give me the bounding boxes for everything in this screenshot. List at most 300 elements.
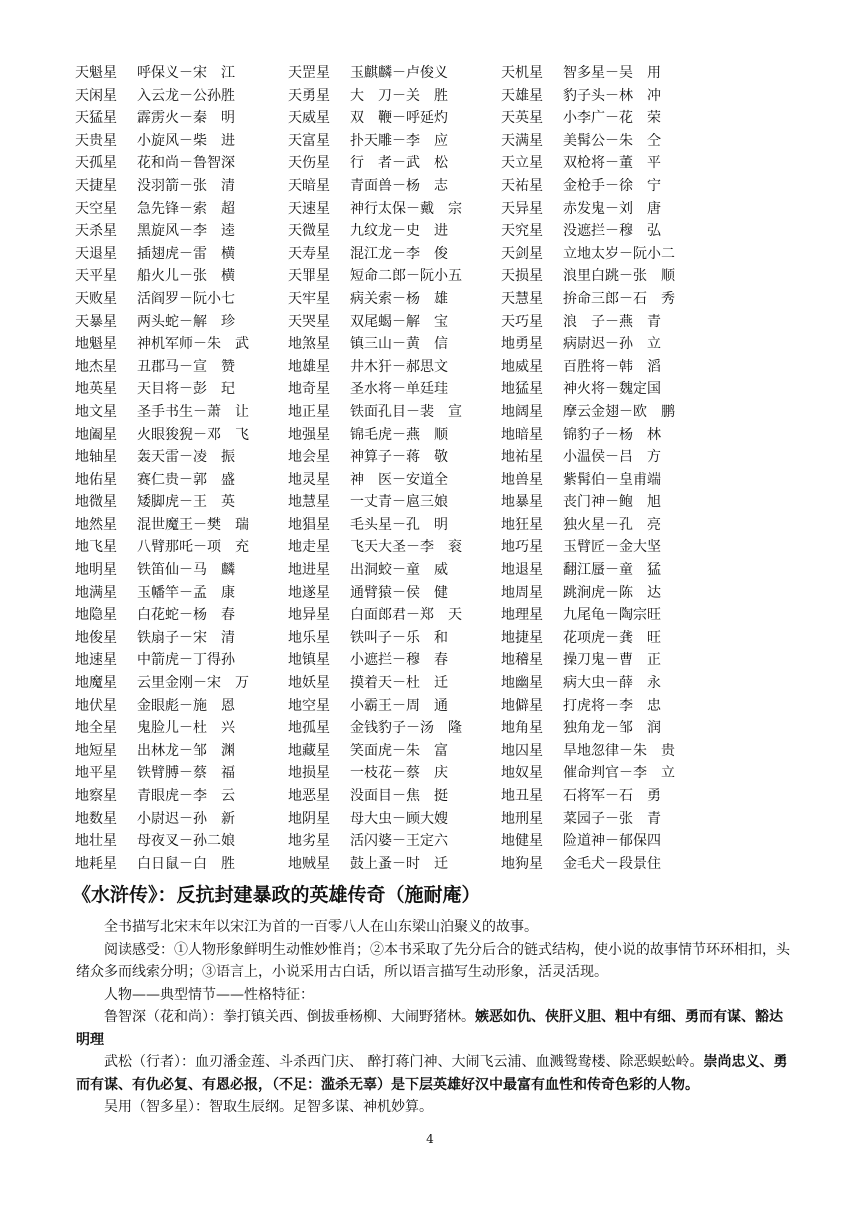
star-name: 天牢星: [288, 290, 330, 307]
star-name: 地数星: [75, 810, 117, 827]
hero-nickname-name: 摩云金翅－欧 鹏: [563, 403, 675, 420]
star-name: 天空星: [75, 200, 117, 217]
star-entry: [288, 582, 501, 605]
wu-song-events: 武松（行者）：血刃潘金莲、斗杀西门庆、 醉打蒋门神、大闹飞云浦、血溅鸳鸯楼、除恶蜈蚣岭。: [104, 1054, 704, 1070]
hero-nickname-name: 小遮拦－穆 春: [350, 652, 448, 669]
star-entry: [75, 740, 288, 763]
table-row: [75, 627, 715, 650]
star-entry: [501, 198, 715, 221]
star-entry: [75, 175, 288, 198]
star-name: 地幽星: [501, 675, 543, 692]
star-entry: [501, 333, 715, 356]
star-entry: [288, 536, 501, 559]
star-entry: [288, 762, 501, 785]
hero-nickname-name: 呼保义－宋 江: [137, 65, 235, 81]
table-row: [75, 491, 715, 514]
star-name: 地退星: [501, 562, 543, 579]
star-entry: [288, 424, 501, 447]
star-name: 地伏星: [75, 697, 117, 714]
hero-nickname-name: 铁面孔目－裴 宣: [350, 403, 462, 420]
hero-nickname-name: 催命判官－李 立: [563, 765, 675, 782]
star-name: 地耗星: [75, 855, 117, 872]
table-row: [75, 582, 715, 605]
hero-nickname-name: 小尉迟－孙 新: [137, 810, 235, 827]
hero-nickname-name: 鼓上蚤－时 迁: [350, 855, 448, 872]
star-entry: [75, 717, 288, 740]
star-entry: [288, 198, 501, 221]
star-entry: [75, 514, 288, 537]
star-entry: [75, 152, 288, 175]
hero-nickname-name: 病关索－杨 雄: [350, 290, 448, 307]
star-name: 地乐星: [288, 629, 330, 646]
star-entry: [288, 559, 501, 582]
star-name: 天贵星: [75, 132, 117, 149]
table-row: [75, 762, 715, 785]
star-entry: [75, 808, 288, 831]
hero-nickname-name: 险道神－郁保四: [563, 833, 661, 850]
star-entry: [501, 695, 715, 718]
star-entry: [75, 130, 288, 153]
star-name: 地阔星: [501, 403, 543, 420]
hero-nickname-name: 急先锋－索 超: [137, 200, 235, 217]
star-entry: [288, 808, 501, 831]
star-name: 天哭星: [288, 313, 330, 330]
star-entry: [75, 265, 288, 288]
hero-nickname-name: 没遮拦－穆 弘: [563, 223, 661, 240]
hero-nickname-name: 摸着天－杜 迁: [350, 675, 448, 692]
star-name: 天勇星: [288, 87, 330, 104]
star-name: 地轴星: [75, 449, 117, 466]
star-entry: [288, 311, 501, 334]
hero-nickname-name: 锦毛虎－燕 顺: [350, 426, 448, 443]
star-entry: [75, 830, 288, 853]
star-name: 天英星: [501, 110, 543, 127]
star-name: 天罪星: [288, 268, 330, 285]
hero-nickname-name: 铁扇子－宋 清: [137, 629, 235, 646]
hero-nickname-name: 玉臂匠－金大坚: [563, 539, 661, 556]
hero-nickname-name: 小霸王－周 通: [350, 697, 448, 714]
star-name: 地遂星: [288, 584, 330, 601]
hero-nickname-name: 母大虫－顾大嫂: [350, 810, 448, 827]
star-name: 地杰星: [75, 358, 117, 375]
star-name: 地狗星: [501, 855, 543, 872]
table-row: [75, 333, 715, 356]
star-name: 天闲星: [75, 87, 117, 104]
hero-nickname-name: 圣手书生－萧 让: [137, 403, 249, 420]
star-entry: [288, 830, 501, 853]
star-entry: [75, 762, 288, 785]
star-name: 地理星: [501, 607, 543, 624]
hero-nickname-name: 浪里白跳－张 顺: [563, 268, 675, 285]
hero-nickname-name: 活阎罗－阮小七: [137, 290, 235, 307]
hero-nickname-name: 豹子头－林 冲: [563, 87, 661, 104]
star-entry: [288, 130, 501, 153]
star-entry: [501, 785, 715, 808]
star-entry: [75, 62, 288, 85]
star-entry: [75, 85, 288, 108]
star-entry: [501, 356, 715, 379]
summary-paragraph: 全书描写北宋末年以宋江为首的一百零八人在山东梁山泊聚义的故事。: [104, 919, 538, 935]
hero-nickname-name: 两头蛇－解 珍: [137, 313, 235, 330]
table-row: [75, 220, 715, 243]
star-name: 地周星: [501, 584, 543, 601]
table-row: [75, 604, 715, 627]
star-name: 地慧星: [288, 494, 330, 511]
star-entry: [288, 853, 501, 876]
star-name: 天满星: [501, 132, 543, 149]
hero-nickname-name: 紫髯伯－皇甫端: [563, 471, 661, 488]
section-title: 《水浒传》：反抗封建暴政的英雄传奇（施耐庵）: [72, 884, 481, 906]
hero-nickname-name: 神 医－安道全: [350, 471, 448, 488]
star-entry: [501, 378, 715, 401]
star-name: 地恶星: [288, 788, 330, 804]
star-entry: [75, 853, 288, 876]
star-entry: [501, 469, 715, 492]
star-name: 地劣星: [288, 833, 330, 850]
hero-nickname-name: 旱地忽律－朱 贵: [563, 742, 675, 759]
hero-nickname-name: 混江龙－李 俊: [350, 245, 448, 262]
star-entry: [501, 265, 715, 288]
hero-nickname-name: 小李广－花 荣: [563, 110, 661, 127]
table-row: [75, 740, 715, 763]
star-name: 地满星: [75, 584, 117, 601]
star-entry: [501, 424, 715, 447]
hero-nickname-name: 立地太岁－阮小二: [563, 245, 675, 262]
star-name: 地进星: [288, 562, 330, 579]
star-entry: [288, 85, 501, 108]
hero-nickname-name: 神算子－蒋 敬: [350, 449, 448, 466]
star-entry: [75, 333, 288, 356]
star-name: 地文星: [75, 403, 117, 420]
table-row: [75, 62, 715, 85]
star-name: 地猖星: [288, 516, 330, 533]
star-name: 天微星: [288, 223, 330, 240]
star-name: 地捷星: [501, 629, 543, 646]
star-name: 地损星: [288, 765, 330, 782]
hero-nickname-name: 活闪婆－王定六: [350, 833, 448, 850]
table-row: [75, 536, 715, 559]
star-name: 地走星: [288, 539, 330, 556]
table-row: [75, 378, 715, 401]
hero-nickname-name: 铁叫子－乐 和: [350, 629, 448, 646]
hero-nickname-name: 一丈青－扈三娘: [350, 494, 448, 511]
star-name: 地角星: [501, 720, 543, 737]
star-entry: [501, 130, 715, 153]
star-name: 地佑星: [75, 471, 117, 488]
hero-nickname-name: 天目将－彭 玘: [137, 381, 235, 398]
hero-nickname-name: 金眼彪－施 恩: [137, 697, 235, 714]
table-row: [75, 243, 715, 266]
star-name: 天败星: [75, 290, 117, 307]
hero-nickname-name: 白面郎君－郑 天: [350, 607, 462, 624]
star-entry: [501, 830, 715, 853]
star-entry: [501, 243, 715, 266]
star-name: 天杀星: [75, 223, 117, 240]
hero-nickname-name: 九纹龙－史 进: [350, 223, 448, 240]
star-name: 地短星: [75, 742, 117, 759]
star-entry: [501, 672, 715, 695]
star-name: 天暗星: [288, 177, 330, 194]
star-entry: [501, 175, 715, 198]
star-entry: [501, 311, 715, 334]
table-row: [75, 401, 715, 424]
table-row: [75, 152, 715, 175]
star-name: 地丑星: [501, 788, 543, 804]
star-name: 地雄星: [288, 358, 330, 375]
star-entry: [288, 152, 501, 175]
star-name: 天暴星: [75, 313, 117, 330]
star-entry: [75, 627, 288, 650]
hero-nickname-name: 跳涧虎－陈 达: [563, 584, 661, 601]
star-entry: [501, 559, 715, 582]
star-entry: [288, 62, 501, 85]
hero-nickname-name: 锦豹子－杨 林: [563, 426, 661, 443]
star-entry: [288, 446, 501, 469]
star-entry: [75, 378, 288, 401]
hero-nickname-name: 小温侯－吕 方: [563, 449, 661, 466]
hero-nickname-name: 圣水将－单廷珪: [350, 381, 448, 398]
star-entry: [288, 356, 501, 379]
star-entry: [75, 695, 288, 718]
star-name: 地强星: [288, 426, 330, 443]
hero-nickname-name: 入云龙－公孙胜: [137, 87, 235, 104]
hero-nickname-name: 病尉迟－孙 立: [563, 336, 661, 353]
star-entry: [75, 107, 288, 130]
lu-zhishen-traits: 嫉恶如仇、侠肝义胆、粗中有细、勇而有谋、豁达明理: [76, 1009, 783, 1048]
table-row: [75, 130, 715, 153]
star-entry: [501, 107, 715, 130]
star-name: 地刑星: [501, 810, 543, 827]
star-name: 地奇星: [288, 381, 330, 398]
star-name: 天损星: [501, 268, 543, 285]
star-name: 天立星: [501, 155, 543, 172]
star-entry: [75, 604, 288, 627]
hero-nickname-name: 金毛犬－段景住: [563, 855, 661, 872]
star-entry: [288, 469, 501, 492]
characters-heading: 人物——典型情节——性格特征：: [104, 986, 314, 1003]
star-name: 天慧星: [501, 290, 543, 307]
star-entry: [288, 220, 501, 243]
star-entry: [75, 649, 288, 672]
star-entry: [75, 311, 288, 334]
star-entry: [288, 514, 501, 537]
star-name: 地威星: [501, 358, 543, 375]
star-entry: [288, 378, 501, 401]
star-name: 地然星: [75, 516, 117, 533]
star-name: 地暗星: [501, 426, 543, 443]
table-row: [75, 446, 715, 469]
star-name: 天富星: [288, 132, 330, 149]
star-name: 地勇星: [501, 336, 543, 353]
star-entry: [75, 288, 288, 311]
hero-nickname-name: 独火星－孔 亮: [563, 516, 661, 533]
hero-nickname-name: 通臂猿－侯 健: [350, 584, 448, 601]
star-name: 地兽星: [501, 471, 543, 488]
wu-song-paragraph: [76, 1051, 796, 1096]
star-name: 地微星: [75, 494, 117, 511]
table-row: [75, 311, 715, 334]
hero-nickname-name: 没面目－焦 挺: [350, 788, 448, 804]
table-row: [75, 198, 715, 221]
hero-nickname-name: 独角龙－邹 润: [563, 720, 661, 737]
star-entry: [501, 762, 715, 785]
star-name: 天威星: [288, 110, 330, 127]
hero-nickname-name: 智多星－吴 用: [563, 65, 661, 81]
star-entry: [501, 604, 715, 627]
star-entry: [501, 627, 715, 650]
star-entry: [501, 62, 715, 85]
hero-nickname-name: 双尾蝎－解 宝: [350, 313, 448, 330]
table-row: [75, 514, 715, 537]
hero-nickname-name: 病大虫－薛 永: [563, 675, 661, 692]
hero-nickname-name: 神行太保－戴 宗: [350, 200, 462, 217]
hero-nickname-name: 青面兽－杨 志: [350, 177, 448, 194]
hero-nickname-name: 金枪手－徐 宁: [563, 177, 661, 194]
star-name: 天速星: [288, 200, 330, 217]
star-entry: [288, 649, 501, 672]
table-row: [75, 672, 715, 695]
star-name: 地稽星: [501, 652, 543, 669]
star-entry: [75, 424, 288, 447]
star-name: 地空星: [288, 697, 330, 714]
hero-nickname-name: 玉幡竿－孟 康: [137, 584, 235, 601]
star-name: 天寿星: [288, 245, 330, 262]
hero-nickname-name: 神机军师－朱 武: [137, 336, 249, 353]
hero-nickname-name: 八臂那吒－项 充: [137, 539, 249, 556]
reading-paragraph: 阅读感受：①人物形象鲜明生动惟妙惟肖；②本书采取了先分后合的链式结构，使小说的故事情节环环相扣，头绪众多而线索分明；③语言上，小说采用古白话，所以语言描写生动形象，活灵活现。: [76, 941, 790, 980]
hero-nickname-name: 铁臂膊－蔡 福: [137, 765, 235, 782]
star-name: 地煞星: [288, 336, 330, 353]
table-row: [75, 695, 715, 718]
hero-nickname-name: 花和尚－鲁智深: [137, 155, 235, 172]
star-name: 地异星: [288, 607, 330, 624]
hero-nickname-name: 操刀鬼－曹 正: [563, 652, 661, 669]
star-entry: [501, 220, 715, 243]
hero-nickname-name: 短命二郎－阮小五: [350, 268, 462, 285]
lu-zhishen-events: 鲁智深（花和尚）：拳打镇关西、倒拔垂杨柳、大闹野猪林。: [104, 1009, 475, 1025]
table-row: [75, 107, 715, 130]
star-name: 地正星: [288, 403, 330, 420]
star-name: 地阖星: [75, 426, 117, 443]
hero-nickname-name: 花项虎－龚 旺: [563, 629, 661, 646]
star-entry: [288, 333, 501, 356]
hero-nickname-name: 船火儿－张 横: [137, 268, 235, 285]
star-name: 天伤星: [288, 155, 330, 172]
star-entry: [288, 672, 501, 695]
star-name: 地妖星: [288, 675, 330, 692]
star-entry: [501, 536, 715, 559]
hero-nickname-name: 扑天雕－李 应: [350, 132, 448, 149]
star-entry: [501, 808, 715, 831]
hero-nickname-name: 双 鞭－呼延灼: [350, 110, 448, 127]
star-entry: [75, 243, 288, 266]
hero-nickname-name: 丧门神－鲍 旭: [563, 494, 661, 511]
star-entry: [75, 785, 288, 808]
star-entry: [501, 288, 715, 311]
hero-nickname-name: 白日鼠－白 胜: [137, 855, 235, 872]
hero-nickname-name: 百胜将－韩 滔: [563, 358, 661, 375]
table-row: [75, 265, 715, 288]
table-row: [75, 808, 715, 831]
hero-nickname-name: 白花蛇－杨 春: [137, 607, 235, 624]
hero-nickname-name: 混世魔王－樊 瑞: [137, 516, 249, 533]
star-name: 天巧星: [501, 313, 543, 330]
star-entry: [288, 107, 501, 130]
table-row: [75, 853, 715, 876]
star-entry: [75, 536, 288, 559]
hero-nickname-name: 赛仁贵－郭 盛: [137, 471, 235, 488]
star-name: 地察星: [75, 788, 117, 804]
star-name: 地会星: [288, 449, 330, 466]
star-entry: [501, 401, 715, 424]
star-name: 地壮星: [75, 833, 117, 850]
hero-nickname-name: 铁笛仙－马 麟: [137, 562, 235, 579]
table-row: [75, 175, 715, 198]
table-row: [75, 717, 715, 740]
table-row: [75, 85, 715, 108]
star-name: 天雄星: [501, 87, 543, 104]
hero-nickname-name: 小旋风－柴 进: [137, 132, 235, 149]
hero-nickname-name: 笑面虎－朱 富: [350, 742, 448, 759]
star-name: 天孤星: [75, 155, 117, 172]
star-name: 天退星: [75, 245, 117, 262]
table-row: [75, 830, 715, 853]
star-name: 天异星: [501, 200, 543, 217]
star-name: 地魔星: [75, 675, 117, 692]
hero-nickname-name: 母夜叉－孙二娘: [137, 833, 235, 850]
hero-nickname-name: 没羽箭－张 清: [137, 177, 235, 194]
star-entry: [75, 582, 288, 605]
star-name: 地猛星: [501, 381, 543, 398]
star-name: 地镇星: [288, 652, 330, 669]
star-name: 天罡星: [288, 65, 330, 81]
star-name: 地全星: [75, 720, 117, 737]
star-name: 地灵星: [288, 471, 330, 488]
star-name: 天魁星: [75, 65, 117, 81]
hero-nickname-name: 插翅虎－雷 横: [137, 245, 235, 262]
star-entry: [75, 356, 288, 379]
star-entry: [75, 446, 288, 469]
wu-song-traits: 崇尚忠义、勇而有谋、有仇必复、有恩必报，（不足：滥杀无辜）是下层英雄好汉中最富有血性和传奇色彩的人物。: [76, 1054, 788, 1093]
star-name: 地奴星: [501, 765, 543, 782]
star-name: 地僻星: [501, 697, 543, 714]
star-entry: [75, 198, 288, 221]
star-name: 天祐星: [501, 177, 543, 194]
star-name: 天捷星: [75, 177, 117, 194]
star-entry: [288, 491, 501, 514]
star-entry: [288, 604, 501, 627]
star-name: 地藏星: [288, 742, 330, 759]
star-name: 天剑星: [501, 245, 543, 262]
star-entry: [501, 514, 715, 537]
star-name: 地巧星: [501, 539, 543, 556]
star-entry: [288, 243, 501, 266]
star-entry: [501, 740, 715, 763]
star-name: 地暴星: [501, 494, 543, 511]
hero-nickname-name: 云里金刚－宋 万: [137, 675, 249, 692]
star-name: 地明星: [75, 562, 117, 579]
hero-nickname-name: 轰天雷－凌 振: [137, 449, 235, 466]
table-row: [75, 288, 715, 311]
hero-nickname-name: 毛头星－孔 明: [350, 516, 448, 533]
star-name: 地健星: [501, 833, 543, 850]
star-name: 地隐星: [75, 607, 117, 624]
hero-nickname-name: 大 刀－关 胜: [350, 87, 448, 104]
star-entry: [501, 717, 715, 740]
hero-nickname-name: 美髯公－朱 仝: [563, 132, 661, 149]
hero-nickname-name: 双枪将－董 平: [563, 155, 661, 172]
hero-nickname-name: 浪 子－燕 青: [563, 313, 661, 330]
